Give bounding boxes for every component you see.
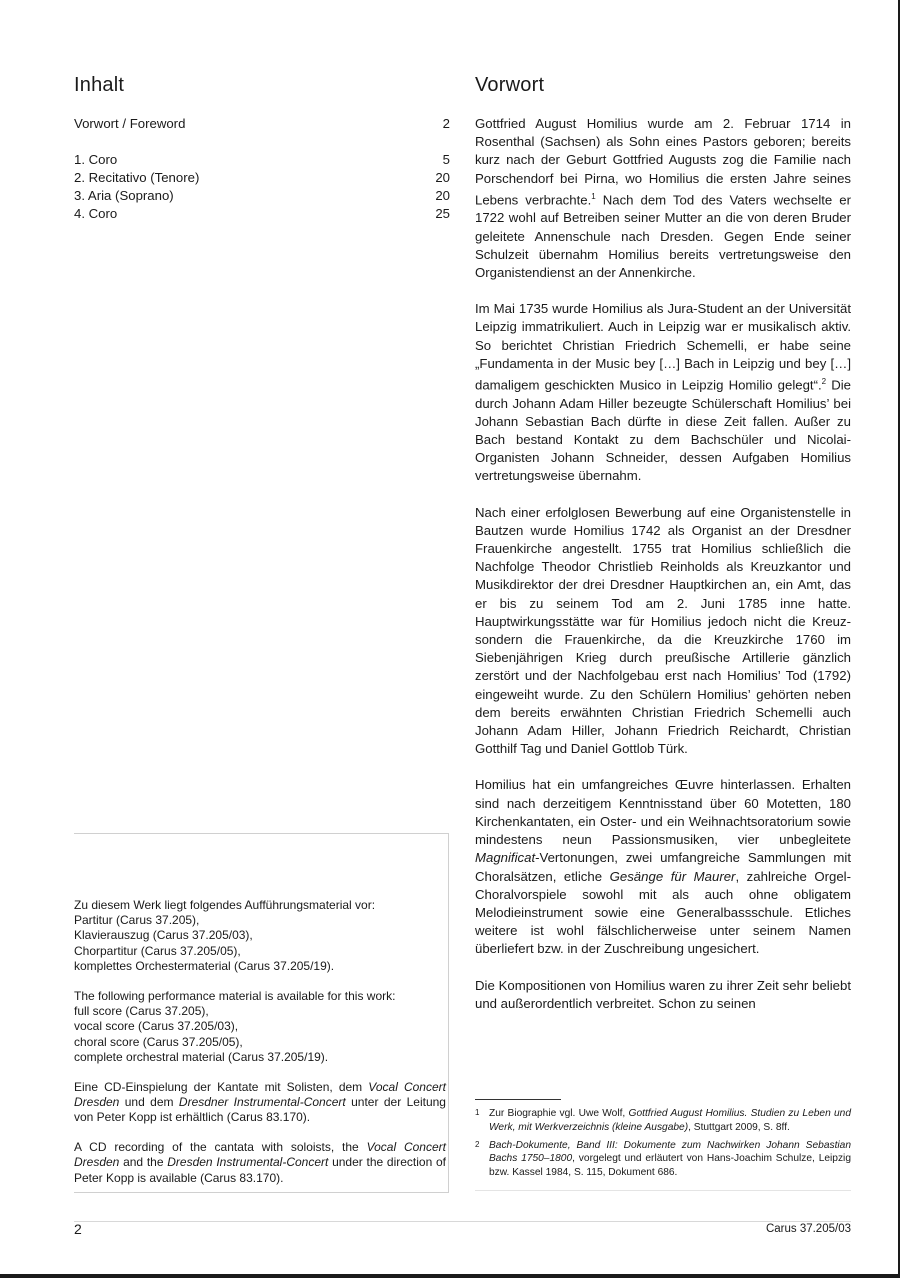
toc-row (74, 205, 450, 223)
cd-text: unter der Leitung von Peter Kopp ist erhältlich (Carus 83.170). (74, 1094, 446, 1125)
catalog-number: Carus 37.205/03 (765, 1223, 851, 1235)
cd-ensemble-name: Dresdner Instrumental-Concert (178, 1094, 346, 1109)
foreword-column (475, 74, 851, 1013)
footnote-text-part: Zur Biographie vgl. Uwe Wolf, (489, 1108, 629, 1119)
cd-text: A CD recording of the cantata with soloists, the (74, 1139, 367, 1154)
toc-row (74, 151, 450, 169)
footnote-number: 1 (475, 1108, 480, 1117)
footer-rule (74, 1221, 851, 1222)
footnote (475, 1107, 851, 1135)
toc-label: 4. Coro (74, 206, 118, 221)
toc-row (74, 169, 450, 187)
footnote-text-part: , vorgelegt und erläutert von Hans-Joachim Schulze, Leipzig bzw. Kassel 1984, S. 115, Dokument 686. (489, 1153, 851, 1179)
perf-line: Klavierauszug (Carus 37.205/03), (74, 928, 253, 943)
foreword-paragraph (475, 115, 851, 282)
contents-column (74, 74, 450, 223)
footnotes (475, 1107, 851, 1184)
perf-line: komplettes Orchestermaterial (Carus 37.205/19). (74, 959, 335, 974)
footnote-number: 2 (475, 1139, 480, 1149)
perf-line: choral score (Carus 37.205/05), (74, 1034, 243, 1049)
work-title: Gesänge für Maurer (609, 868, 736, 884)
paragraph-text: Nach dem Tod des Vaters wechselte er 1722 wohl auf Betreiben seiner Mutter an die von deren Bruder geleitete Annenschule nach Dresden. Gegen Ende seiner Schulzeit übernahm Homilius bereits vertretungsweise den Organistendienst an der Annenkirche. (475, 192, 851, 281)
foreword-title: Vorwort (475, 74, 545, 96)
perf-line: Partitur (Carus 37.205), (74, 912, 200, 927)
toc-page: 20 (435, 170, 450, 185)
toc-label: 3. Aria (Soprano) (74, 188, 174, 203)
footnote (475, 1139, 851, 1180)
footnote-title: Gottfried August Homilius. Studien zu Leben und Werk, mit Werkverzeichnis (kleine Ausgabe) (489, 1108, 851, 1133)
paragraph-text: Im Mai 1735 wurde Homilius als Jura-Student an der Universität Leipzig immatrikuliert. Auch in Leipzig war er musikalisch aktiv. So berichtet Christian Friedrich Schemelli, er habe seine „Fundamenta in der Music bey […] Bach in Leipzig und bey […] damaligem geschickten Musico in Leipzig Homilio gelegt“. (475, 301, 851, 393)
footnote-ref: 2 (821, 377, 827, 387)
footnote-ref: 1 (591, 191, 596, 201)
toc-label: Vorwort / Foreword (74, 116, 186, 131)
perf-intro-de: Zu diesem Werk liegt folgendes Aufführungsmaterial vor: (74, 897, 376, 912)
footnote-bottom-rule (475, 1190, 851, 1191)
work-title: Magnificat (475, 850, 536, 866)
toc-row (74, 187, 450, 205)
toc-page: 5 (442, 152, 450, 167)
perf-line: vocal score (Carus 37.205/03), (74, 1019, 239, 1034)
paragraph-text: , zahlreiche Orgel-Choralvorspiele sowohl mit als auch ohne obligatem Melodieinstrument sowie eine Generalbassschule. Etliches weitere ist wohl fälschlicherweise unter seinem Namen überliefert bzw. in der Zuschreibung ungesichert. (475, 868, 851, 957)
bottom-edge (0, 1274, 900, 1278)
toc-page: 2 (442, 116, 450, 131)
contents-title: Inhalt (74, 74, 125, 96)
perf-line: complete orchestral material (Carus 37.205/19). (74, 1050, 329, 1065)
footnote-rule (475, 1099, 561, 1100)
paragraph-text: Homilius hat ein umfangreiches Œuvre hinterlassen. Erhalten sind nach derzeitigem Kenntnisstand über 60 Motetten, 180 Kirchenkantaten, ein Oster- und ein Weihnachtsoratorium sowie mindestens neun Passionsmusiken, vier unbegleitete (475, 777, 851, 848)
toc-row-foreword (74, 115, 450, 133)
toc-label: 1. Coro (74, 152, 118, 167)
footnote-text-part: , Stuttgart 2009, S. 8ff. (688, 1121, 790, 1133)
cd-text: und dem (119, 1094, 179, 1109)
cd-ensemble-name: Dresden Instrumental-Concert (167, 1155, 329, 1170)
paragraph-text: Gottfried August Homilius wurde am 2. Februar 1714 in Rosenthal (Sachsen) als Sohn eines Pastors geboren; bereits kurz nach der Geburt Gottfried Augusts zog die Familie nach Porschendorf bei Pirna, wo Homilius die ersten Jahre seines Lebens verbrachte. (475, 116, 851, 208)
toc-page: 20 (435, 188, 450, 203)
performance-material-en (74, 989, 446, 1066)
performance-material-de (74, 898, 446, 975)
page-number: 2 (74, 1221, 82, 1237)
cd-recording-en (74, 1140, 446, 1186)
footnote-title: Bach-Dokumente, Band III: Dokumente zum Nachwirken Johann Sebastian Bachs 1750–1800 (489, 1139, 851, 1165)
performance-material-box (74, 833, 449, 1193)
perf-line: Chorpartitur (Carus 37.205/05), (74, 943, 241, 958)
performance-material-text (74, 898, 446, 1187)
cd-ensemble-name: Vocal Concert Dresden (74, 1139, 446, 1170)
paragraph-text: -Vertonungen, zwei umfangreiche Sammlungen mit Choralsätzen, etliche (475, 850, 851, 884)
foreword-paragraph (475, 300, 851, 485)
cd-ensemble-name: Vocal Concert Dresden (74, 1079, 446, 1109)
footnote-text (489, 1139, 851, 1180)
foreword-paragraph (475, 776, 851, 958)
perf-line: full score (Carus 37.205), (74, 1003, 209, 1018)
foreword-paragraph: Nach einer erfolglosen Bewerbung auf eine Organistenstelle in Bautzen wurde Homilius 1742 als Organist an der Dresdner Frauenkirche angestellt. 1755 trat Homilius schließlich die Nachfolge Theodor Christlieb Reinholds als Kreuzkantor und Musikdirektor der drei Dresdner Hauptkirchen an, ein Amt, das er bis zu seinem Tod am 2. Juni 1785 inne hatte. Hauptwirkungsstätte war für Homilius jedoch nicht die Kreuz- sondern die Frauenkirche, da die Kreuzkirche 1760 im Siebenjährigen Krieg durch preußische Artillerie gänzlich zerstört und der Nachfolgebau erst nach Homilius’ Tod (1792) eingeweiht wurde. Zu den Schülern Homilius’ gehörten neben dem bereits erwähnten Christian Friedrich Schemelli auch Johann Adam Hiller, Johann Friedrich Reichardt, Christian Gotthilf Tag und Daniel Gottlob Türk. (475, 504, 851, 757)
toc-page: 25 (435, 206, 450, 221)
footnote-text (489, 1107, 851, 1135)
cd-text: and the (119, 1155, 168, 1170)
perf-intro-en: The following performance material is available for this work: (74, 988, 396, 1003)
foreword-paragraph: Die Kompositionen von Homilius waren zu ihrer Zeit sehr beliebt und außerordentlich verbreitet. Schon zu seinen (475, 977, 851, 1011)
cd-text: Eine CD-Einspielung der Kantate mit Solisten, dem (74, 1079, 369, 1094)
paragraph-text: Die durch Johann Adam Hiller bezeugte Schülerschaft Homilius’ bei Johann Sebastian Bach dürfte in diese Zeit fallen. Außer zu Bach bestand Kontakt zu dem Bachschüler und Nicolai-Organisten Johann Schneider, dessen Aufgaben Homilius vertretungsweise übernahm. (475, 377, 852, 484)
cd-recording-de (74, 1080, 446, 1126)
toc-label: 2. Recitativo (Tenore) (74, 170, 200, 185)
cd-text: under the direction of Peter Kopp is available (Carus 83.170). (74, 1155, 446, 1185)
